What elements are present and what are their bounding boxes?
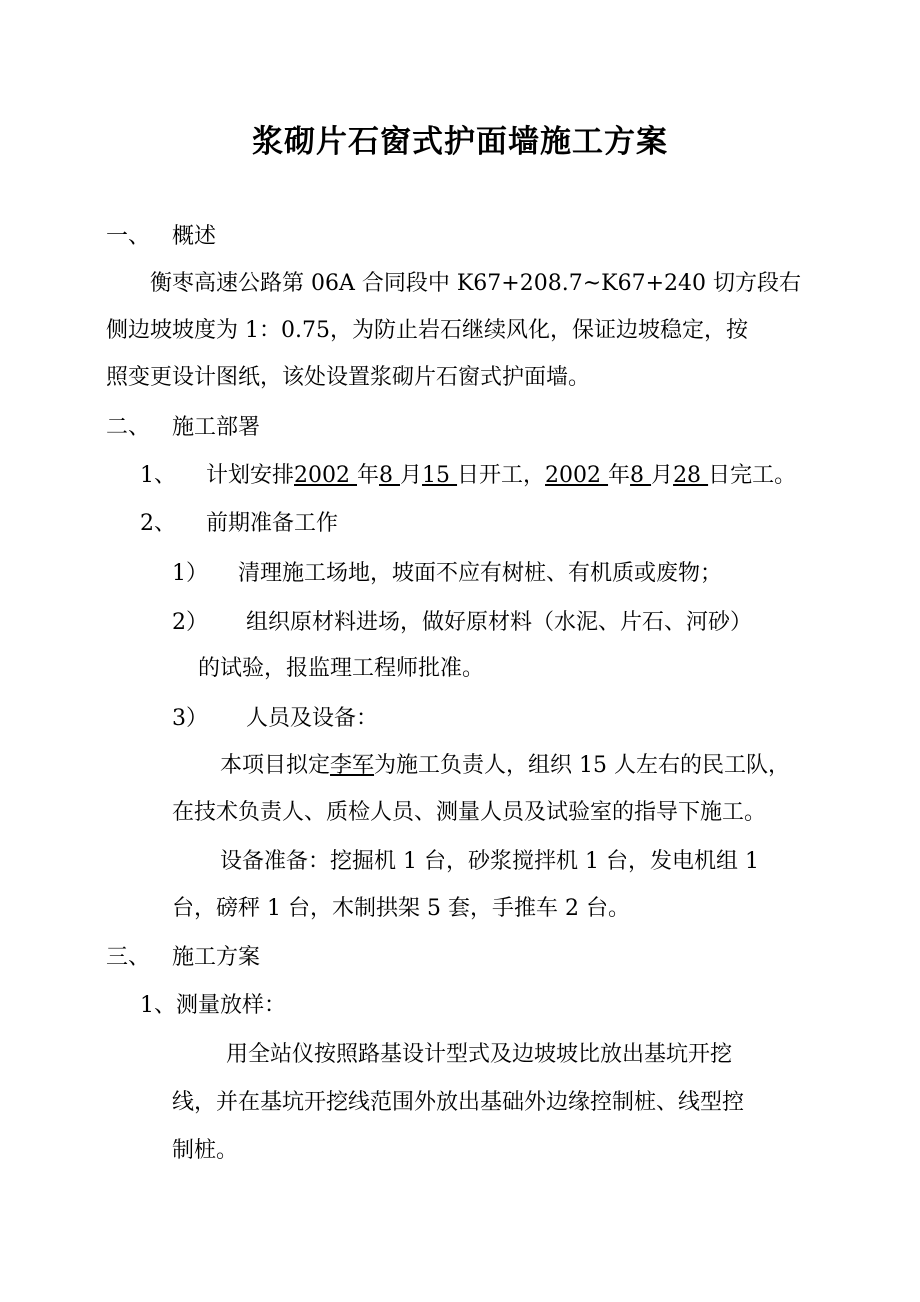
sub-item-2-line-1 [172, 607, 752, 639]
end-label: 日完工。 [708, 463, 797, 488]
section-1-title: 概述 [172, 224, 217, 249]
item-2-2-number: 2、 [140, 511, 176, 536]
schedule-prefix: 计划安排 [206, 463, 295, 488]
item-2-2-heading [140, 508, 338, 540]
schedule-line [140, 460, 796, 492]
sub-item-3-text: 人员及设备： [246, 706, 379, 731]
section-3-heading [106, 942, 260, 974]
section-1-number: 一、 [106, 224, 151, 249]
month-label-2: 月 [651, 463, 674, 488]
item-2-1-number: 1、 [140, 463, 176, 488]
section-3-number: 三、 [106, 945, 151, 970]
document-title: 浆砌片石窗式护面墙施工方案 [252, 124, 668, 160]
survey-heading: 1、测量放样： [140, 993, 286, 1018]
personnel-line-1 [220, 750, 790, 782]
section-1-para-line-3: 照变更设计图纸，该处设置浆砌片石窗式护面墙。 [106, 365, 591, 390]
personnel-line-2: 在技术负责人、质检人员、测量人员及试验室的指导下施工。 [172, 800, 767, 825]
sub-item-2-text: 组织原材料进场，做好原材料（水泥、片石、河砂） [246, 610, 753, 635]
survey-line-3: 制桩。 [172, 1138, 239, 1163]
survey-line-1: 用全站仪按照路基设计型式及边坡坡比放出基坑开挖 [226, 1042, 733, 1067]
equipment-line-1: 设备准备：挖掘机 1 台，砂浆搅拌机 1 台，发电机组 1 [220, 849, 759, 874]
end-month: 8 [630, 463, 652, 488]
survey-line-2: 线，并在基坑开挖线范围外放出基础外边缘控制桩、线型控 [172, 1090, 745, 1115]
section-3-title: 施工方案 [172, 945, 261, 970]
year-label-2: 年 [608, 463, 631, 488]
sub-item-2-number: 2） [172, 610, 208, 635]
section-1-para-line-2: 侧边坡坡度为 1：0.75，为防止岩石继续风化，保证边坡稳定，按 [106, 318, 748, 343]
personnel-suffix: 为施工负责人，组织 15 人左右的民工队， [374, 753, 791, 778]
section-2-heading [106, 412, 260, 444]
section-2-number: 二、 [106, 415, 151, 440]
personnel-prefix: 本项目拟定 [220, 753, 331, 778]
start-year: 2002 [294, 463, 357, 488]
sub-item-3-number: 3） [172, 706, 208, 731]
end-year: 2002 [545, 463, 609, 488]
section-1-para-line-1: 衡枣高速公路第 06A 合同段中 K67+208.7~K67+240 切方段右 [150, 271, 801, 296]
sub-item-1 [172, 558, 722, 590]
sub-item-3 [172, 703, 378, 735]
end-day: 28 [673, 463, 709, 488]
sub-item-1-text: 清理施工场地，坡面不应有树桩、有机质或废物； [238, 561, 723, 586]
section-1-heading [106, 221, 216, 253]
sub-item-1-number: 1） [172, 561, 208, 586]
year-label: 年 [357, 463, 380, 488]
sub-item-2-line-2: 的试验，报监理工程师批准。 [198, 656, 485, 681]
responsible-person: 李军 [330, 753, 375, 778]
month-label: 月 [400, 463, 423, 488]
start-month: 8 [379, 463, 401, 488]
start-day: 15 [422, 463, 458, 488]
section-2-title: 施工部署 [172, 415, 261, 440]
equipment-line-2: 台，磅秤 1 台，木制拱架 5 套，手推车 2 台。 [172, 896, 630, 921]
item-2-2-title: 前期准备工作 [206, 511, 339, 536]
start-label: 日开工， [457, 463, 546, 488]
